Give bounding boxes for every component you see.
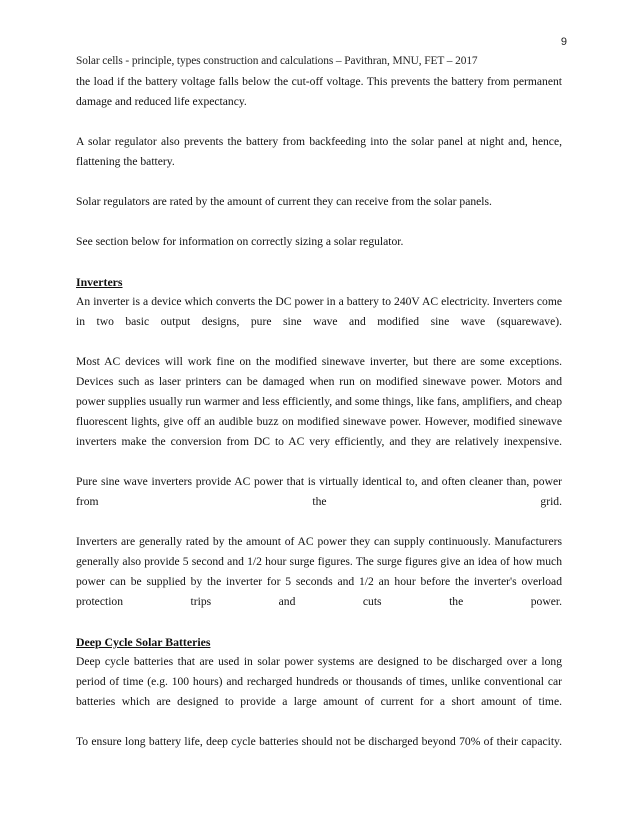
paragraph-sizing-reference: See section below for information on correctly sizing a solar regulator. (76, 235, 404, 248)
paragraph-battery-life: To ensure long battery life, deep cycle batteries should not be discharged beyond 70% of their capacity. (76, 735, 562, 748)
document-body (76, 72, 562, 752)
section-heading-batteries: Deep Cycle Solar Batteries (76, 635, 211, 649)
paragraph-backfeeding: A solar regulator also prevents the battery from backfeeding into the solar panel at night and, hence, flattening the battery. (76, 135, 562, 168)
running-header: Solar cells - principle, types construction and calculations – Pavithran, MNU, FET – 2017 (76, 55, 478, 67)
paragraph-battery-cutoff: the load if the battery voltage falls below the cut-off voltage. This prevents the battery from permanent damage and reduced life expectancy. (76, 75, 562, 108)
paragraph-inverter-rating: Inverters are generally rated by the amount of AC power they can supply continuously. Manufacturers generally also provide 5 second and 1/2 hour surge figures. The surge figures give an idea of how much power can be supplied by the inverter for 5 seconds and 1/2 an hour before the inverter's overload protection trips and cuts the power. (76, 535, 562, 608)
section-heading-inverters: Inverters (76, 275, 123, 289)
paragraph-regulator-rating: Solar regulators are rated by the amount of current they can receive from the solar panels. (76, 195, 492, 208)
paragraph-deep-cycle: Deep cycle batteries that are used in solar power systems are designed to be discharged over a long period of time (e.g. 100 hours) and recharged hundreds or thousands of times, unlike conventional car batteries which are designed to provide a large amount of current for a short amount of time. (76, 655, 562, 708)
paragraph-inverter-definition: An inverter is a device which converts the DC power in a battery to 240V AC electricity. Inverters come in two basic output designs, pure sine wave and modified sine wave (squarewave). (76, 295, 562, 328)
page-number: 9 (560, 36, 567, 48)
paragraph-pure-sinewave: Pure sine wave inverters provide AC power that is virtually identical to, and often cleaner than, power from the grid. (76, 475, 562, 508)
paragraph-modified-sinewave: Most AC devices will work fine on the modified sinewave inverter, but there are some exceptions. Devices such as laser printers can be damaged when run on modified sinewave power. Motors and power supplies usually run warmer and less efficiently, and some things, like fans, amplifiers, and cheap fluorescent lights, give off an audible buzz on modified sinewave power. However, modified sinewave inverters make the conversion from DC to AC very efficiently, and they are relatively inexpensive. (76, 355, 562, 448)
